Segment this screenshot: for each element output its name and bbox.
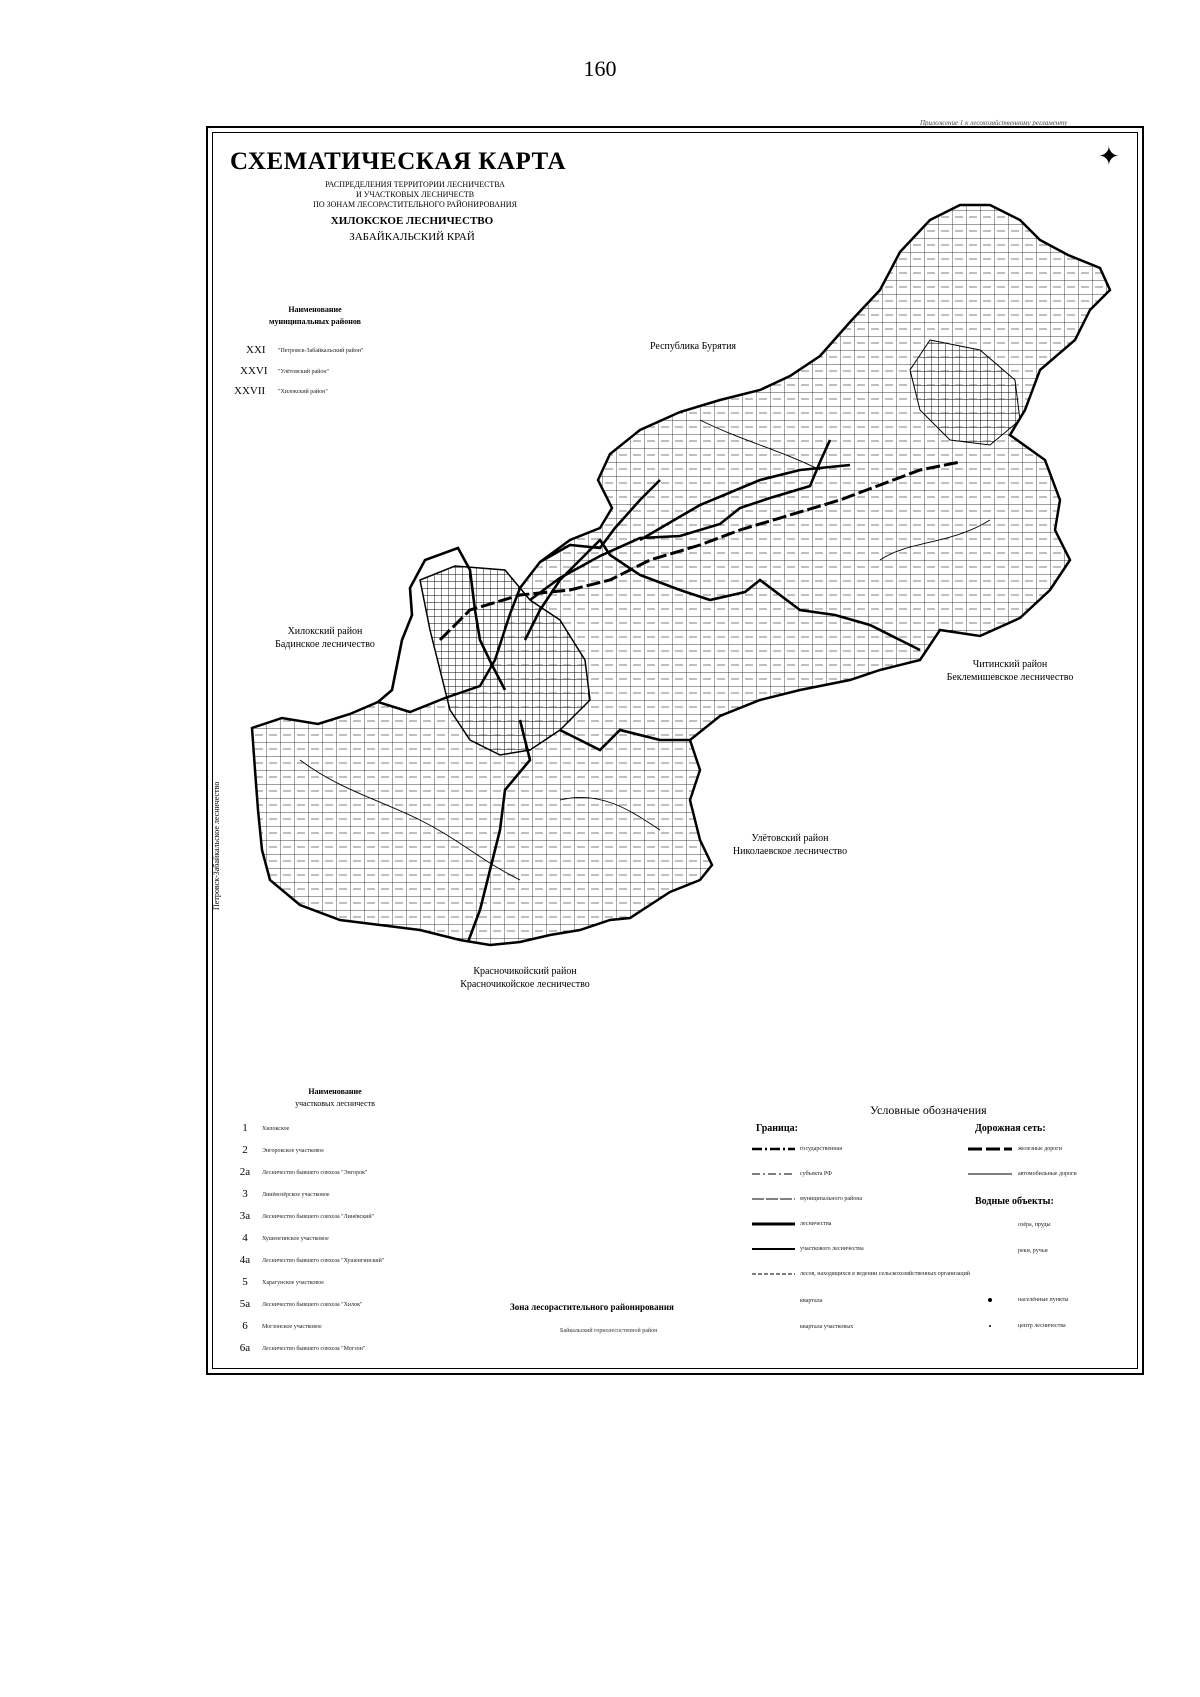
district-name: Энгорокское участковое: [262, 1148, 324, 1154]
label-buryatia: Республика Бурятия: [650, 341, 737, 352]
legend-border-label: участкового лесничества: [800, 1246, 864, 1252]
legend-border-extra: квартала участковых: [800, 1324, 854, 1330]
district-num: 5а: [239, 1298, 251, 1310]
legend-point-label: населённые пункты: [1018, 1297, 1069, 1303]
municipal-code: XXI: [246, 344, 266, 356]
legend-point-label: центр лесничества: [1018, 1323, 1066, 1329]
district-num: 3: [242, 1188, 248, 1200]
municipal-name: "Улётовский район": [278, 369, 330, 375]
legend-title: Условные обозначения: [870, 1103, 987, 1117]
legend-border-label: муниципального района: [800, 1196, 863, 1202]
municipal-name: "Петровск-Забайкальский район": [278, 348, 364, 354]
label-chita-line-2: Беклемишевское лесничество: [946, 672, 1074, 683]
municipal-code: XXVI: [240, 365, 268, 377]
municipal-name: "Хилокский район": [278, 389, 328, 395]
district-name: Лесничество бывшего совхоза "Линёвский": [262, 1214, 374, 1220]
district-num: 6а: [239, 1342, 251, 1354]
district-name: Лесничество бывшего совхоза "Могзон": [262, 1346, 366, 1352]
legend-border-extra: квартала: [800, 1298, 823, 1304]
district-name: Могзонское участковое: [262, 1324, 322, 1330]
legend-borders-heading: Граница:: [756, 1123, 798, 1134]
subtitle-line-3: ПО ЗОНАМ ЛЕСОРАСТИТЕЛЬНОГО РАЙОНИРОВАНИЯ: [313, 200, 517, 209]
north-arrow-icon: ✦: [1098, 142, 1120, 171]
label-krasnochikoy-line-1: Красночикойский район: [473, 966, 577, 977]
legend-roads-heading: Дорожная сеть:: [975, 1123, 1046, 1134]
district-num: 4а: [239, 1254, 251, 1266]
legend-water-label: реки, ручьи: [1018, 1248, 1048, 1254]
district-num: 2: [242, 1144, 248, 1156]
district-num: 4: [242, 1232, 248, 1244]
district-name: Линёвозёрское участковое: [262, 1192, 330, 1198]
label-ulyoty-line-2: Николаевское лесничество: [732, 846, 848, 857]
district-name: Лесничество бывшего совхоза "Хушенгинский": [262, 1258, 385, 1264]
municipal-heading-1: Наименование: [288, 305, 342, 314]
label-krasnochikoy-line-2: Красночикойское лесничество: [460, 979, 590, 990]
districts-heading-1: Наименование: [308, 1087, 362, 1096]
top-note: Приложение 1 к лесохозяйственному регламенту: [920, 119, 1068, 127]
legend-water-label: озёра, пруды: [1018, 1222, 1051, 1228]
municipal-heading-2: муниципальных районов: [269, 317, 361, 326]
legend-road-label: автомобильные дороги: [1018, 1171, 1077, 1177]
legend-water-heading: Водные объекты:: [975, 1196, 1054, 1207]
zone-heading: Зона лесорастительного районирования: [510, 1302, 674, 1312]
legend-road-label: железные дороги: [1018, 1146, 1062, 1152]
forestry-name: ХИЛОКСКОЕ ЛЕСНИЧЕСТВО: [330, 215, 494, 227]
label-hilok-line-1: Хилокский район: [287, 626, 363, 637]
legend-border-label: субъекта РФ: [800, 1171, 832, 1177]
territory-shape: [252, 205, 1110, 945]
label-petrovsk-vertical: Петровск-Забайкальское лесничество: [212, 781, 221, 910]
legend-border-label: лесов, находящихся в ведении сельскохозяйственных организаций: [800, 1271, 971, 1277]
district-num: 3а: [239, 1210, 251, 1222]
page-number: 160: [583, 56, 617, 81]
label-chita-line-1: Читинский район: [972, 659, 1048, 670]
district-num: 5: [242, 1276, 248, 1288]
district-num: 2а: [239, 1166, 251, 1178]
district-num: 1: [242, 1122, 248, 1134]
label-ulyoty-line-1: Улётовский район: [751, 833, 829, 844]
district-name: Лесничество бывшего совхоза "Энгорок": [262, 1170, 368, 1176]
subtitle-line-2: И УЧАСТКОВЫХ ЛЕСНИЧЕСТВ: [355, 190, 475, 199]
district-name: Лесничество бывшего совхоза "Хилок": [262, 1302, 363, 1308]
label-hilok-line-2: Бадинское лесничество: [275, 639, 375, 650]
zone-value: Байкальский горнолесостепной район: [560, 1328, 658, 1334]
district-name: Хилокское: [262, 1126, 290, 1132]
region-name: ЗАБАЙКАЛЬСКИЙ КРАЙ: [349, 231, 475, 243]
district-name: Харагунское участковое: [262, 1280, 324, 1286]
map-title: СХЕМАТИЧЕСКАЯ КАРТА: [230, 148, 567, 175]
municipal-code: XXVII: [234, 385, 266, 397]
subtitle-line-1: РАСПРЕДЕЛЕНИЯ ТЕРРИТОРИИ ЛЕСНИЧЕСТВА: [325, 180, 505, 189]
legend-border-label: государственная: [800, 1146, 842, 1152]
district-num: 6: [242, 1320, 248, 1332]
legend-border-label: лесничества: [800, 1221, 832, 1227]
districts-heading-2: участковых лесничеств: [295, 1099, 375, 1108]
district-name: Хушенгинское участковое: [262, 1236, 329, 1242]
